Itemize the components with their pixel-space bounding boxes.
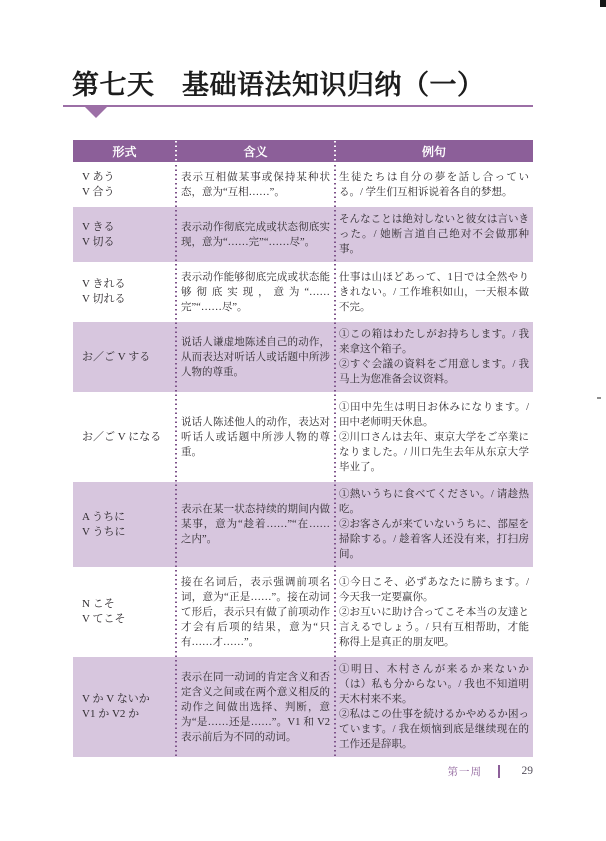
form-cell — [73, 215, 176, 255]
example-cell — [335, 322, 533, 392]
header-column-divider — [334, 141, 336, 161]
form-line: V 切る — [82, 235, 115, 248]
form-line: N こそ — [82, 598, 115, 610]
example-cell — [335, 657, 533, 757]
form-line: V てこそ — [82, 613, 126, 625]
footer-page-number: 29 — [521, 765, 533, 777]
example-sentence: ①この箱はわたしがお持ちします。/ 我来拿这个箱子。 — [339, 329, 529, 355]
form-line: V か V ないか — [82, 693, 150, 705]
page-title: 第七天 基础语法知识归纳（一） — [72, 70, 485, 100]
form-line: V1 か V2 か — [82, 708, 140, 720]
form-cell — [73, 592, 176, 632]
form-cell — [73, 272, 176, 312]
meaning-cell: 表示在某一状态持续的期间内做某事，意为“趁着……”“在……之内”。 — [181, 504, 330, 545]
footer-section-label: 第一周 — [447, 765, 482, 778]
triangle-down-icon — [85, 107, 107, 118]
table-row — [73, 265, 533, 320]
form-line: V 切れる — [82, 293, 126, 305]
form-cell — [73, 345, 176, 370]
example-cell — [335, 207, 533, 262]
example-sentence: 仕事は山ほどあって、1日では全然やりきれない。/ 工作堆积如山，一天根本做不完。 — [339, 271, 529, 313]
body-column-divider — [175, 165, 177, 758]
print-edge-mark — [597, 397, 601, 399]
example-cell — [335, 165, 533, 205]
table-body — [73, 165, 533, 758]
form-cell — [73, 687, 176, 727]
table-row — [73, 657, 533, 757]
example-cell — [335, 570, 533, 655]
example-sentence: 生徒たちは自分の夢を話し合っている。/ 学生们互相诉说着各自的梦想。 — [339, 171, 529, 198]
form-line: A うちに — [82, 510, 126, 523]
example-sentence: ①熱いうちに食べてください。/ 请趁热吃。 — [339, 489, 529, 515]
column-header-example: 例句 — [421, 144, 446, 159]
form-cell — [73, 165, 176, 205]
header-column-divider — [175, 141, 177, 161]
table-row — [73, 395, 533, 480]
form-line: V あう — [82, 170, 115, 183]
form-line: V うちに — [82, 525, 126, 538]
meaning-cell: 表示互相做某事或保持某种状态，意为“互相……”。 — [181, 171, 330, 198]
form-line: お／ご V する — [82, 350, 151, 363]
table-row — [73, 322, 533, 392]
form-cell — [73, 505, 176, 545]
footer-divider-bar — [498, 765, 500, 778]
meaning-cell: 表示动作能够彻底完成或状态能够彻底实现，意为“……完”“……尽”。 — [181, 271, 330, 313]
print-corner-mark — [600, 0, 606, 7]
example-cell — [335, 482, 533, 567]
grammar-table — [73, 140, 533, 757]
column-header-form: 形式 — [112, 144, 137, 159]
form-line: V 合う — [82, 185, 115, 198]
table-row — [73, 165, 533, 205]
example-sentence: ②お互いに助け合ってこそ本当の友達と言えるでしょう。/ 只有互相帮助，才能称得上是真正的朋友吧。 — [339, 606, 529, 648]
example-cell — [335, 265, 533, 320]
meaning-cell: 表示动作彻底完成或状态彻底实现，意为“……完”“……尽”。 — [181, 221, 330, 248]
meaning-cell: 表示在同一动词的肯定含义和否定含义之间或在两个意义相反的动作之间做出选择、判断，意为“是……还是……”。V1 和 V2 表示前后为不同的动词。 — [181, 671, 330, 743]
example-sentence: ①明日、木村さんが来るか来ないか（は）私も分からない。/ 我也不知道明天木村来不来。 — [339, 664, 529, 705]
table-row — [73, 570, 533, 655]
example-sentence: ①田中先生は明日お休みになります。/ 田中老师明天休息。 — [339, 401, 529, 428]
body-column-divider — [334, 165, 336, 758]
example-sentence: ②川口さんは去年、東京大学をご卒業になりました。/ 川口先生去年从东京大学毕业了。 — [339, 431, 529, 473]
meaning-cell: 说话人陈述他人的动作，表达对听话人或话题中所涉人物的尊重。 — [181, 416, 330, 458]
example-cell — [335, 395, 533, 480]
table-row — [73, 207, 533, 262]
form-line: お／ご V になる — [82, 430, 162, 443]
example-sentence: ②すぐ会議の資料をご用意します。/ 我马上为您准备会议资料。 — [339, 359, 529, 385]
form-line: V きる — [82, 220, 115, 233]
table-header-row — [73, 140, 533, 162]
form-line: V きれる — [82, 278, 126, 290]
example-sentence: ②私はこの仕事を続けるかやめるか困っています。/ 我在烦恼到底是继续现在的工作还是辞职。 — [339, 709, 529, 750]
example-sentence: ①今日こそ、必ずあなたに勝ちます。/ 今天我一定要赢你。 — [339, 576, 529, 603]
column-header-meaning: 含义 — [243, 144, 268, 159]
example-sentence: ②お客さんが来ていないうちに、部屋を掃除する。/ 趁着客人还没有来，打扫房间。 — [339, 519, 529, 560]
meaning-cell: 说话人谦虚地陈述自己的动作，从而表达对听话人或话题中所涉人物的尊重。 — [181, 336, 330, 378]
example-sentence: そんなことは絶対しないと彼女は言いきった。/ 她断言道自己绝对不会做那种事。 — [339, 214, 529, 255]
page-footer — [448, 763, 534, 779]
title-rule — [63, 105, 533, 107]
form-cell — [73, 425, 176, 450]
meaning-cell: 接在名词后，表示强调前项名词，意为“正是……”。接在动词て形后，表示只有做了前项动作才会有后项的结果，意为“只有……才……”。 — [181, 576, 330, 648]
table-row — [73, 482, 533, 567]
